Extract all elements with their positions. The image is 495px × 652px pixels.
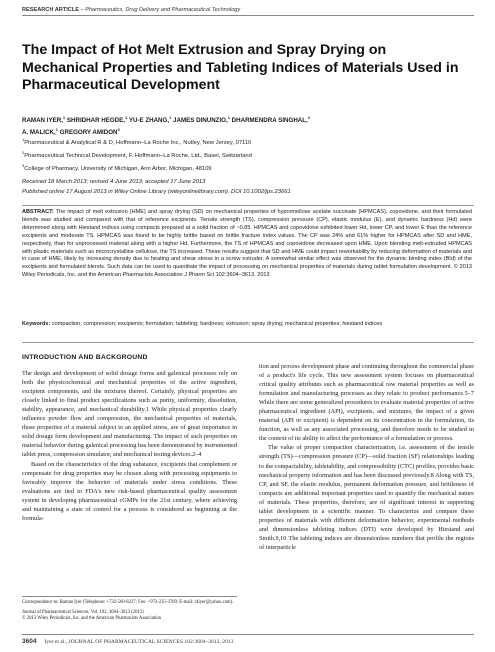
body-paragraph: tion and process development phase and continuing throughout the commercial phase of a product's life cycle. This new assessment system focuses on pharmaceutical critical quality attributes such as pharmaceutical raw material properties as well as formulation and manufacturing processes as they relate to product performance.5–7 While there are some generalized procedures to evaluate material properties of active pharmaceutical ingredient (API), excipients, and mixtures, the impact of a given material (API or excipient) is dependent on its concentration in the formulation, its function, as well as any associated processing, and therefore needs to be studied in the context of its ability to affect the performance of a formulation or process.: [259, 363, 474, 443]
affiliation: [22, 135, 462, 148]
body-column-right: [259, 362, 474, 552]
keywords-label: Keywords:: [22, 321, 51, 327]
publication-dates: [22, 178, 462, 197]
abstract: [22, 209, 472, 280]
body-paragraph: The design and development of solid dosage forms and galenical processes rely on both the physicochemical and mechanical properties of the active ingredient, excipient components, and the mixtures thereof. Certainly, physical properties are closely linked to final product specifications such as purity, uniformity, dissolution, stability, appearance, and mechanical durability.1 While physical properties clearly influence powder flow and compression, the mechanical properties of materials, those properties of a material subject to an applied stress, are of great importance in solid dosage form development and manufacturing. The impact of such properties on material behavior during galenical processing has been demonstrated by instrumented tablet press, compression simulator, and mechanical testing devices.2–4: [22, 370, 237, 459]
running-footer: [22, 634, 474, 645]
running-header: [22, 7, 474, 16]
affiliation-sup: 3: [22, 162, 25, 168]
abstract-text: The impact of melt extrusion (HME) and spray drying (SD) on mechanical properties of hypromellose acetate succinate (HPMCAS), copovidone, and their formulated blends was studied and compared with that of reference excipients. Tensile strength (TS), compression pressure (CP), elastic modulus (E), and dynamic hardness (Hd) were determined along with Hiestand indices using compacts prepared at a solid fraction of ~0.85. HPMCAS and copovidone exhibited lower Hd, lower CP, and lower E than the reference excipients and moderate TS. HPMCAS was found to be highly brittle based on brittle fracture index values. The CP was 24% and 61% higher for HPMCAS after SD and HME, respectively, than for unprocessed material along with a higher Hd. Furthermore, the TS of HPMCAS and copovidone decreased upon HME. Upon blending melt-extruded HPMCAS with plastic materials such as microcrystalline cellulose, the TS increased. These results suggest that SD and HME could impact reworkability by reducing deformation of materials and in case of HME, likely by increasing density due to heating and shear stress in a screw extruder. A somewhat similar effect was observed for the dynamic binding index (BId) of the excipients and formulated blends. Such data can be used to quantitate the impact of processing on mechanical properties of materials during tablet formulation development. © 2013 Wiley Periodicals, Inc. and the American Pharmacists Association J Pharm Sci 102:3604–3613, 2013: [22, 209, 472, 279]
footer-citation: Iyer et al., JOURNAL OF PHARMACEUTICAL SCIENCES 102:3604–3613, 2013: [44, 639, 234, 645]
header-journal-section: Pharmaceutics, Drug Delivery and Pharmaceutical Technology: [85, 7, 241, 13]
body-paragraph: The value of proper compaction characterization, i.e. assessment of the tensile strength (TS)—compression pressure (CP)—solid fraction (SF) relationships leading to the compactability, tabletability, and compressibility (CTC) profiles, provides basic mechanical property information and has been discussed previously.8 Along with TS, CP, and SF, the elastic modulus, permanent deformation pressure, and brittleness of compacts are additional important properties used to quantify the mechanical nature of materials. These properties, therefore, are of significant interest in supporting tablet development in a scientific manner. To characterize and compare these properties of materials with different deformation behavior, experimental methods and dimensionless tableting indices (DTI) were developed by Hiestand and Smith.9,10 The tableting indices are dimensionless numbers that profile the regions of interparticle: [259, 444, 474, 551]
journal-citation-note: Journal of Pharmaceutical Sciences, Vol. 102, 3604–3613 (2013): [22, 609, 144, 615]
author-name: DHARMENDRA SINGHAL,: [231, 117, 308, 125]
author-name: YU-E ZHANG,: [128, 117, 170, 125]
copyright-note: © 2013 Wiley Periodicals, Inc. and the American Pharmacists Association: [22, 616, 162, 622]
author-name: RAMAN IYER,: [22, 117, 63, 125]
page-number: 3604: [22, 638, 37, 645]
correspondence-note: Correspondence to: Raman Iyer (Telephone: +732-560-8237; Fax: +973-235-3769; E-mail: r4iyer@yahoo.com).: [22, 600, 234, 605]
author-name: JAMES DINUNZIO,: [173, 117, 228, 125]
author-affil-sup: 1: [62, 115, 66, 120]
author-affil-sup: 1: [125, 115, 128, 120]
author-affil-sup: 1: [55, 127, 58, 133]
header-section: RESEARCH ARTICLE: [22, 7, 79, 13]
article-title: The Impact of Hot Melt Extrusion and Spray Drying on Mechanical Properties and Tableting Indices of Materials Used in Pharmaceutical Development: [22, 42, 459, 93]
author-name: A. MALICK,: [22, 129, 56, 137]
body-column-left: [22, 353, 237, 523]
divider: [22, 205, 474, 206]
affiliations: [22, 135, 462, 174]
section-heading: INTRODUCTION AND BACKGROUND: [22, 354, 148, 361]
author-name: GREGORY AMIDON: [59, 129, 118, 137]
author-name: SHRIDHAR HEGDE,: [66, 117, 125, 125]
affiliation: [22, 161, 462, 174]
received-dates: Received 18 March 2013; revised 4 June 2013; accepted 17 June 2013: [22, 179, 206, 185]
keywords-text: compaction; compression; excipients; formulation; tableting; hardness; extrusion; spray drying; mechanical properties; hiestand indices: [50, 321, 383, 327]
author-affil-sup: 2: [307, 115, 310, 120]
header-separator: –: [78, 7, 86, 13]
affiliation-text: Pharmaceutical & Analytical R & D, Hoffmann–La Roche Inc., Nutley, New Jersey, 07110: [24, 139, 252, 146]
published-online: Published online 17 August 2013 in Wiley Online Library (wileyonlinelibrary.com). DOI 10.1002/jps.23661: [22, 188, 291, 195]
affiliation-text: Pharmaceutical Technical Development, F. Hoffmann–La Roche, Ltd., Basel, Switzerland: [24, 152, 252, 159]
body-paragraph: Based on the characteristics of the drug substance, excipients that complement or compensate for drug properties may be chosen along with processing equipments to favorably improve the behavior of materials under stress conditions. These evaluations are tied to FDA's new risk-based pharmaceutical quality assessment system in developing pharmaceutical cGMPs for the 21st century, where achieving and maintaining a state of control for a process is considered as beginning at the formula-: [22, 460, 237, 522]
author-affil-sup: 1: [227, 115, 230, 120]
affiliation-sup: 1: [22, 137, 25, 142]
author-list: [22, 113, 462, 138]
abstract-label: ABSTRACT:: [22, 209, 54, 215]
divider: [22, 342, 474, 343]
affiliation-text: College of Pharmacy, University of Michigan, Ann Arbor, Michigan, 48109: [24, 165, 212, 172]
affiliation-sup: 2: [22, 149, 25, 155]
keywords: [22, 321, 472, 329]
author-affil-sup: 3: [117, 127, 120, 133]
affiliation: [22, 148, 462, 161]
author-affil-sup: 1: [169, 115, 172, 120]
footnotes: [22, 596, 237, 623]
